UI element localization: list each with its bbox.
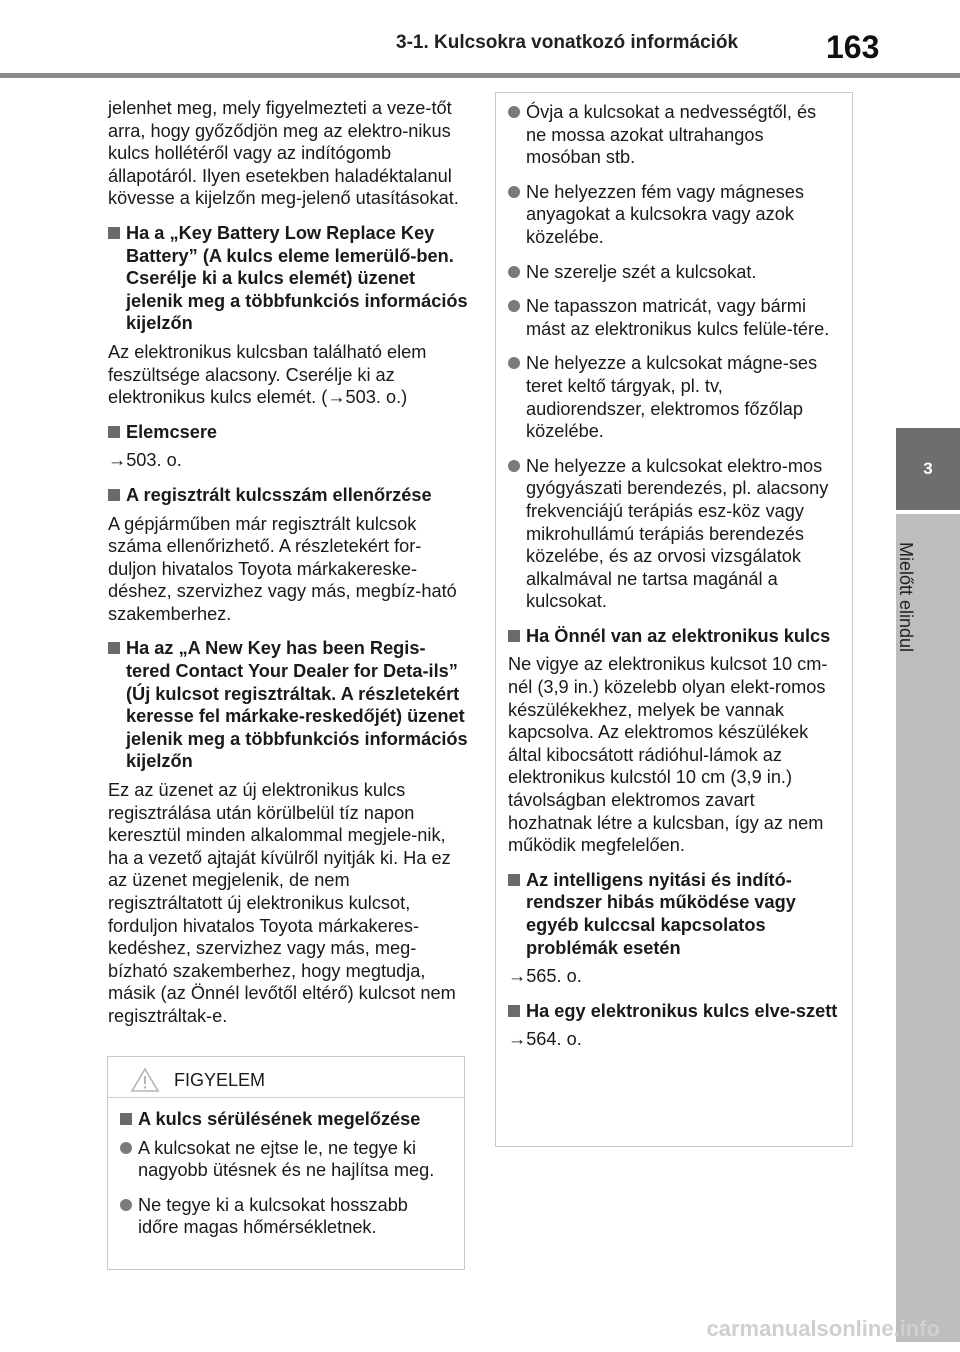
square-bullet-icon xyxy=(508,1005,520,1017)
precaution-item: Ne helyezze a kulcsokat elektro-mos gyógyászati berendezés, pl. alacsony frekvenciájú terápiás esz-köz vagy mikrohullámú terápiás berendezés közelébe, és az orvosi vizsgálatok alkalmával ne tartsa magánál a kulcsokat. xyxy=(508,455,840,613)
section-heading: Ha egy elektronikus kulcs elve-szett xyxy=(508,1000,840,1023)
round-bullet-icon xyxy=(508,106,520,118)
section-heading: Ha az „A New Key has been Regis-tered Contact Your Dealer for Deta-ils” (Új kulcsot regisztráltak. A részletekért keresse fel márkake-reskedőjét) üzenet jelenik meg a többfunkciós információs kijelzőn xyxy=(108,637,468,773)
square-bullet-icon xyxy=(120,1113,132,1125)
round-bullet-icon xyxy=(508,300,520,312)
precaution-item: Ne helyezze a kulcsokat mágne-ses teret keltő tárgyak, pl. tv, audiorendszer, elektromos főzőlap közelébe. xyxy=(508,352,840,442)
warning-item: A kulcsokat ne ejtse le, ne tegye ki nagyobb ütésnek és ne hajlítsa meg. xyxy=(120,1137,452,1182)
square-bullet-icon xyxy=(108,426,120,438)
page-reference: →564. o. xyxy=(508,1029,582,1050)
round-bullet-icon xyxy=(120,1142,132,1154)
precaution-item: Ne szerelje szét a kulcsokat. xyxy=(508,261,840,284)
precaution-item: Ne tapasszon matricát, vagy bármi mást az elektronikus kulcs felüle-tére. xyxy=(508,295,840,340)
warning-title: FIGYELEM xyxy=(174,1070,266,1090)
chapter-tab[interactable]: 3 xyxy=(896,428,960,510)
square-bullet-icon xyxy=(508,874,520,886)
warning-heading: A kulcs sérülésének megelőzése xyxy=(120,1108,452,1131)
section-heading: Ha a „Key Battery Low Replace Key Battery” (A kulcs eleme lemerülő-ben. Cserélje ki a kulcs elemét) üzenet jelenik meg a többfunkciós információs kijelzőn xyxy=(108,222,468,335)
section-heading: Ha Önnél van az elektronikus kulcs xyxy=(508,625,840,648)
watermark: carmanualsonline.info xyxy=(706,1316,940,1341)
page-reference: →565. o. xyxy=(508,966,582,987)
warning-item: Ne tegye ki a kulcsokat hosszabb időre magas hőmérsékletnek. xyxy=(120,1194,452,1239)
round-bullet-icon xyxy=(508,186,520,198)
section-text: Az elektronikus kulcsban található elem feszültsége alacsony. Cserélje ki az elektronikus kulcs elemét. (→503. o.) xyxy=(108,341,427,408)
page-reference: →503. o. xyxy=(108,450,182,471)
section-heading: Az intelligens nyitási és indító-rendszer hibás működése vagy egyéb kulccsal kapcsolatos problémák esetén xyxy=(508,869,840,959)
warning-box xyxy=(107,1056,465,1270)
precaution-item: Óvja a kulcsokat a nedvességtől, és ne mossa azokat ultrahangos mosóban stb. xyxy=(508,101,840,169)
section-text: Ez az üzenet az új elektronikus kulcs regisztrálása után körülbelül tíz napon keresztül minden alkalommal megjele-nik, ha a vezető ajtaját kívülről nyitják ki. Ha ez az üzenet megjelenik, de nem regisztráltatott új elektronikus kulcsot, forduljon hivatalos Toyota márkakeres-kedéshez, szervizhez vagy más, meg-bízható szakemberhez, hogy megtudja, másik (az Önnél levőtől eltérő) kulcsot nem regisztráltak-e. xyxy=(108,780,456,1026)
chapter-title: 3-1. Kulcsokra vonatkozó információk xyxy=(396,32,739,53)
round-bullet-icon xyxy=(508,357,520,369)
square-bullet-icon xyxy=(108,489,120,501)
section-text: Ne vigye az elektronikus kulcsot 10 cm-nél (3,9 in.) közelebb olyan elekt-romos készülékekhez, melyek be vannak kapcsolva. Az elektromos készülékek által kibocsátott rádióhul-lámok az elektronikus kulcstól 10 cm (3,9 in.) távolságban elektromos zavart hozhatnak létre a kulcsban, így az nem működik megfelelően. xyxy=(508,654,828,856)
left-column xyxy=(108,97,468,1040)
chapter-side-label: Mielőtt elindul xyxy=(896,542,916,653)
warning-header xyxy=(108,1057,464,1098)
right-column-box xyxy=(495,92,853,1147)
square-bullet-icon xyxy=(108,227,120,239)
warning-triangle-icon xyxy=(130,1067,160,1093)
square-bullet-icon xyxy=(108,642,120,654)
section-text: A gépjárműben már regisztrált kulcsok száma ellenőrizhető. A részletekért for-duljon hivatalos Toyota márkakereske-déshez, szervizhez vagy más, megbíz-ható szakemberhez. xyxy=(108,513,457,624)
round-bullet-icon xyxy=(120,1199,132,1211)
square-bullet-icon xyxy=(508,630,520,642)
chapter-side-band xyxy=(896,514,960,1342)
round-bullet-icon xyxy=(508,266,520,278)
precaution-item: Ne helyezzen fém vagy mágneses anyagokat a kulcsokra vagy azok közelébe. xyxy=(508,181,840,249)
header-divider xyxy=(0,73,960,78)
section-heading: Elemcsere xyxy=(108,421,468,444)
section-heading: A regisztrált kulcsszám ellenőrzése xyxy=(108,484,468,507)
page-number: 163 xyxy=(826,29,880,65)
round-bullet-icon xyxy=(508,460,520,472)
intro-paragraph: jelenhet meg, mely figyelmezteti a veze-tőt arra, hogy győződjön meg az elektro-nikus kulcs hollétéről vagy az indítógomb állapotáról. Ilyen esetekben haladéktalanul kövesse a kijelzőn meg-jelenő utasításokat. xyxy=(108,98,459,209)
